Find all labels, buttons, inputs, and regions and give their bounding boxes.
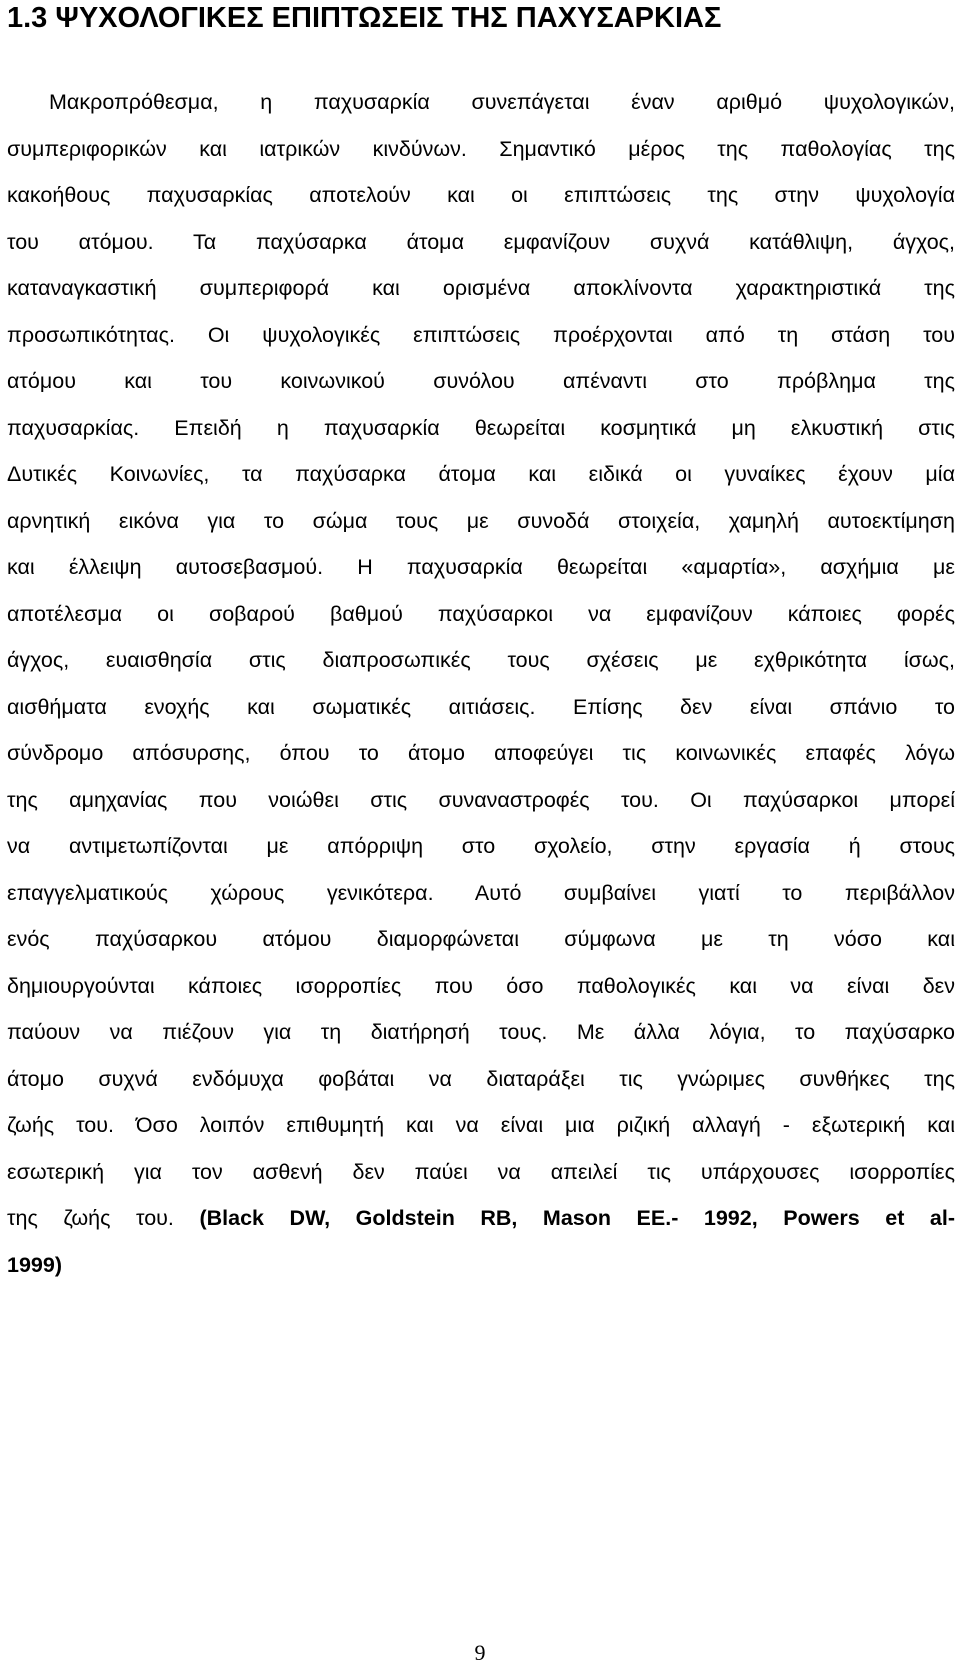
paragraph-line: ενός παχύσαρκου ατόμου διαμορφώνεται σύμφωνα με τη νόσο και: [7, 927, 955, 951]
paragraph-line: σύνδρομο απόσυρσης, όπου το άτομο αποφεύγει τις κοινωνικές επαφές λόγω: [7, 741, 955, 765]
paragraph-line: εσωτερική για τον ασθενή δεν παύει να απειλεί τις υπάρχουσες ισορροπίες: [7, 1159, 955, 1184]
paragraph-line: ατόμου και του κοινωνικού συνόλου απέναντι στο πρόβλημα της: [7, 369, 955, 393]
paragraph-line: άγχος, ευαισθησία στις διαπροσωπικές τους σχέσεις με εχθρικότητα ίσως,: [7, 648, 955, 672]
paragraph-line: της αμηχανίας που νοιώθει στις συναναστροφές του. Οι παχύσαρκοι μπορεί: [7, 787, 955, 812]
paragraph-line: του ατόμου. Τα παχύσαρκα άτομα εμφανίζουν συχνά κατάθλιψη, άγχος,: [7, 229, 955, 254]
paragraph-line: παχυσαρκίας. Επειδή η παχυσαρκία θεωρείται κοσμητικά μη ελκυστική στις: [7, 415, 955, 440]
paragraph-line: ζωής του. Όσο λοιπόν επιθυμητή και να είναι μια ριζική αλλαγή - εξωτερική και: [7, 1113, 955, 1137]
paragraph-line: αρνητική εικόνα για το σώμα τους με συνοδά στοιχεία, χαμηλή αυτοεκτίμηση: [7, 508, 955, 533]
paragraph-line: κακοήθους παχυσαρκίας αποτελούν και οι επιπτώσεις της στην ψυχολογία: [7, 183, 955, 207]
paragraph-line-text: της ζωής του.: [7, 1206, 174, 1230]
paragraph-line: συμπεριφορικών και ιατρικών κινδύνων. Σημαντικό μέρος της παθολογίας της: [7, 136, 955, 161]
citation: (Black DW, Goldstein RB, Mason EE.- 1992, Powers et al-: [199, 1206, 955, 1230]
page-number: 9: [474, 1640, 486, 1665]
citation-continuation: [7, 1242, 955, 1289]
paragraph-line: Μακροπρόθεσμα, η παχυσαρκία συνεπάγεται έναν αριθμό ψυχολογικών,: [49, 90, 955, 114]
body-paragraph: [7, 79, 955, 1288]
paragraph-line: προσωπικότητας. Οι ψυχολογικές επιπτώσεις προέρχονται από τη στάση του: [7, 322, 955, 347]
paragraph-line: επαγγελματικούς χώρους γενικότερα. Αυτό συμβαίνει γιατί το περιβάλλον: [7, 880, 955, 905]
paragraph-line: αποτέλεσμα οι σοβαρού βαθμού παχύσαρκοι να εμφανίζουν κάποιες φορές: [7, 601, 955, 626]
paragraph-line: και έλλειψη αυτοσεβασμού. Η παχυσαρκία θεωρείται «αμαρτία», ασχήμια με: [7, 555, 955, 579]
paragraph-line: δημιουργούνται κάποιες ισορροπίες που όσο παθολογικές και να είναι δεν: [7, 973, 955, 998]
paragraph-line: άτομο συχνά ενδόμυχα φοβάται να διαταράξει τις γνώριμες συνθήκες της: [7, 1066, 955, 1091]
paragraph-line: καταναγκαστική συμπεριφορά και ορισμένα αποκλίνοντα χαρακτηριστικά της: [7, 276, 955, 300]
citation-year: 1999): [7, 1252, 62, 1277]
paragraph-line: να αντιμετωπίζονται με απόρριψη στο σχολείο, στην εργασία ή στους: [7, 834, 955, 858]
paragraph-line: παύουν να πιέζουν για τη διατήρησή τους. Με άλλα λόγια, το παχύσαρκο: [7, 1020, 955, 1044]
paragraph-line: αισθήματα ενοχής και σωματικές αιτιάσεις. Επίσης δεν είναι σπάνιο το: [7, 694, 955, 719]
paragraph-line: Δυτικές Κοινωνίες, τα παχύσαρκα άτομα και ειδικά οι γυναίκες έχουν μία: [7, 462, 955, 486]
paragraph-line-with-citation: [7, 1195, 955, 1242]
section-heading: 1.3 ΨΥΧΟΛΟΓΙΚΕΣ ΕΠΙΠΤΩΣΕΙΣ ΤΗΣ ΠΑΧΥΣΑΡΚΙΑΣ: [7, 2, 722, 34]
